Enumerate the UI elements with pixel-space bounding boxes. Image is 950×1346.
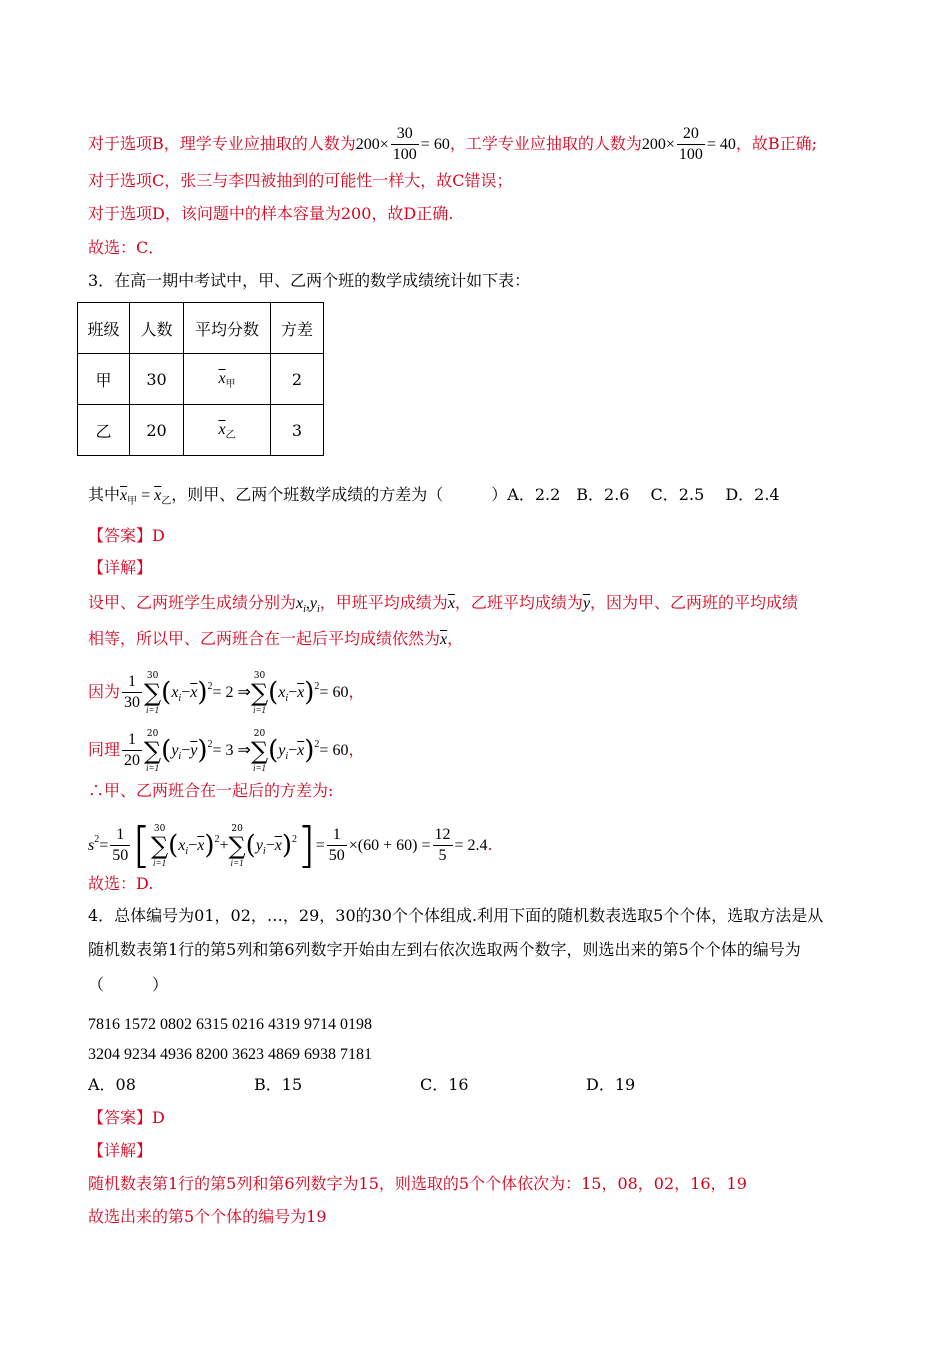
math-expr: = 2 ⇒	[212, 684, 251, 701]
numerator: 12	[433, 825, 453, 846]
option-b-mid: ，工学专业应抽取的人数为	[449, 134, 642, 153]
sum-lower: i=1	[230, 857, 244, 868]
math-sub: 乙	[161, 496, 172, 507]
math-var: y	[309, 595, 318, 612]
fraction	[391, 124, 419, 165]
mean-subscript: 甲	[225, 379, 236, 390]
table-header: 人数	[130, 303, 184, 354]
table-cell: 30	[130, 354, 184, 405]
therefore-line: ∴甲、乙两班合在一起后的方差为:	[88, 781, 334, 800]
sum-lower: i=1	[252, 762, 267, 773]
sum-upper: 20	[146, 728, 159, 739]
math-expr: = 40	[706, 136, 736, 153]
table-row	[78, 405, 324, 456]
numerator: 1	[110, 825, 130, 846]
explanation-line-1	[88, 592, 798, 621]
answer-label: 【答案】D	[88, 1108, 165, 1127]
option-b: B．15	[254, 1075, 303, 1094]
detail-label: 【详解】	[88, 1141, 153, 1160]
variance-equation: $s^2=$ $\frac{1}{50}$ [ 30 ∑ i=1 $(x_i-\overline{x})^2+$ 20 ∑ i=1 $(y_i-\overline{x})^2]=$ $\frac{1}{50}$ ×(60 + 60) = $\frac{12}{5}$ = 2.4.	[88, 817, 493, 874]
answer-label: 【答案】D	[88, 526, 165, 545]
math-eq: =	[99, 837, 109, 854]
math-sub: i	[303, 604, 306, 615]
sum-symbol: 20 ∑ i=1	[250, 728, 269, 773]
text: ，甲班平均成绩为	[319, 593, 448, 612]
fraction	[122, 672, 142, 713]
math-expr: ×(60 + 60) =	[348, 837, 431, 854]
option-d: D．19	[586, 1075, 636, 1094]
random-table-row-2: 3204 9234 4936 8200 3623 4869 6938 7181	[88, 1046, 372, 1063]
math-var: s	[88, 837, 95, 854]
option-b-line	[88, 124, 817, 165]
sum-upper: 20	[231, 823, 243, 834]
mean-subscript: 乙	[225, 430, 236, 441]
question-4-stem-1: 4．总体编号为01，02，…，29，30的30个个体组成.利用下面的随机数表选取5个个体，选取方法是从	[88, 906, 824, 925]
denominator: 50	[112, 847, 129, 864]
table-header: 班级	[78, 303, 130, 354]
text: ，	[348, 740, 365, 759]
question-3-condition	[88, 484, 780, 513]
table-cell: 3	[271, 405, 324, 456]
option-b-suffix: ，故B正确;	[735, 134, 818, 153]
text: ，	[348, 682, 365, 701]
options-text: ，则甲、乙两个班数学成绩的方差为（ ）A．2.2 B．2.6 C．2.5 D．2.4	[171, 485, 780, 504]
sum-upper: 30	[146, 670, 159, 681]
random-table-row-1: 7816 1572 0802 6315 0216 4319 9714 0198	[88, 1016, 372, 1033]
text: 相等，所以甲、乙两班合在一起后平均成绩依然为	[88, 629, 441, 648]
math-expr: = 60	[319, 684, 349, 701]
explanation-line-2: 故选出来的第5个个体的编号为19	[88, 1207, 327, 1226]
text: .	[487, 835, 493, 854]
fraction	[433, 825, 453, 866]
choice-line: 故选：C．	[88, 238, 165, 257]
explanation-line-2	[88, 628, 463, 651]
sum-lower: i=1	[252, 704, 267, 715]
math-expr: 200×	[355, 136, 389, 153]
math-expr: = 60	[420, 136, 450, 153]
text: ，因为甲、乙两班的平均成绩	[590, 593, 799, 612]
sum-symbol: 20 ∑ i=1	[228, 823, 246, 868]
option-a: A．08	[88, 1075, 136, 1094]
math-expr: = 60	[319, 742, 349, 759]
table-header-row	[78, 303, 324, 354]
mean-symbol: $\overline{x}$	[218, 421, 226, 438]
table-header: 平均分数	[184, 303, 271, 354]
denominator: 100	[678, 146, 703, 163]
option-b-prefix: 对于选项B，理学专业应抽取的人数为	[88, 134, 356, 153]
sum-symbol: 30 ∑ i=1	[144, 670, 162, 715]
sum-upper: 30	[153, 823, 166, 834]
table-cell: 乙	[78, 405, 130, 456]
denominator: 5	[438, 847, 447, 864]
option-c-line: 对于选项C，张三与李四被抽到的可能性一样大，故C错误；	[88, 171, 513, 190]
sum-lower: i=1	[153, 857, 167, 868]
math-var: $\overline{y}$	[582, 595, 591, 612]
text: 因为	[88, 682, 121, 701]
mean-symbol: $\overline{x}$	[218, 370, 226, 387]
table-cell: 20	[130, 405, 184, 456]
sum-symbol: 20 ∑ i=1	[144, 728, 162, 773]
math-var: x	[296, 595, 304, 612]
explanation-line-1: 随机数表第1行的第5列和第6列数字为15，则选取的5个个体依次为：15，08，02，16，19	[88, 1174, 747, 1193]
denominator: 30	[124, 694, 141, 711]
math-sub: 甲	[127, 496, 138, 507]
sum-lower: i=1	[146, 762, 160, 773]
sum-upper: 20	[253, 728, 266, 739]
denominator: 50	[328, 847, 345, 864]
math-var: $\overline{x}$	[440, 631, 448, 648]
numerator: 1	[327, 825, 347, 846]
math-expr: = 3 ⇒	[212, 742, 251, 759]
sum-lower: i=1	[146, 704, 160, 715]
option-c: C．16	[420, 1075, 469, 1094]
text: 设甲、乙两班学生成绩分别为	[88, 593, 297, 612]
numerator: 30	[391, 124, 419, 145]
math-var: $\overline{x}$	[120, 487, 128, 504]
equation-because: 因为 $\frac{1}{30}$ 30 ∑ i=1 $(x_i-\overline{x})^2= 2$ ⇒ 30 ∑ i=1 $(x_i-\overline{x})^2= 60$，	[88, 670, 365, 715]
text: ，	[447, 629, 464, 648]
choice-line: 故选：D.	[88, 874, 154, 893]
denominator: 20	[124, 752, 141, 769]
equation-same: 同理 $\frac{1}{20}$ 20 ∑ i=1 $(y_i-\overline{y})^2= 3$ ⇒ 20 ∑ i=1 $(y_i-\overline{x})^2= 60$，	[88, 728, 365, 773]
table-cell	[184, 354, 271, 405]
math-expr: = 2.4	[454, 837, 488, 854]
denominator: 100	[392, 146, 417, 163]
numerator: 20	[677, 124, 705, 145]
fraction	[122, 730, 142, 771]
math-sup: 2	[94, 834, 100, 845]
math-sep: ,	[305, 595, 310, 612]
question-3-stem: 3．在高一期中考试中，甲、乙两个班的数学成绩统计如下表：	[88, 271, 531, 290]
table-cell	[184, 405, 271, 456]
math-var: $\overline{x}$	[447, 595, 455, 612]
numerator: 1	[122, 730, 142, 751]
sum-symbol: 30 ∑ i=1	[151, 823, 169, 868]
table-row	[78, 354, 324, 405]
fraction	[327, 825, 347, 866]
question-4-stem-3: （ ）	[88, 975, 169, 994]
detail-label: 【详解】	[88, 558, 153, 577]
math-var: $\overline{x}$	[154, 487, 162, 504]
text: 其中	[88, 485, 121, 504]
sum-symbol: 30 ∑ i=1	[250, 670, 269, 715]
option-d-line: 对于选项D，该问题中的样本容量为200，故D正确.	[88, 204, 454, 223]
math-op: +	[219, 837, 229, 854]
fraction	[677, 124, 705, 165]
math-sub: i	[317, 604, 320, 615]
sum-upper: 30	[253, 670, 266, 681]
math-eq: =	[315, 837, 325, 854]
table-cell: 甲	[78, 354, 130, 405]
math-eq: =	[137, 487, 155, 504]
score-table	[77, 302, 324, 456]
question-4-stem-2: 随机数表第1行的第5列和第6列数字开始由左到右依次选取两个数字，则选出来的第5个个体的编号为	[88, 940, 801, 959]
math-expr: 200×	[641, 136, 675, 153]
text: 同理	[88, 740, 121, 759]
table-cell: 2	[271, 354, 324, 405]
text: ，乙班平均成绩为	[454, 593, 583, 612]
numerator: 1	[122, 672, 142, 693]
table-header: 方差	[271, 303, 324, 354]
fraction	[110, 825, 130, 866]
